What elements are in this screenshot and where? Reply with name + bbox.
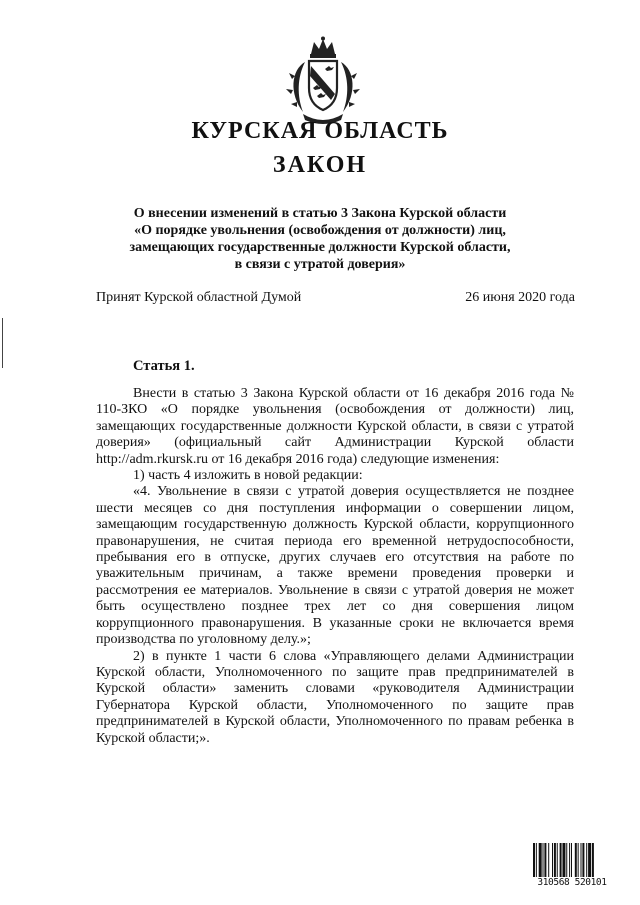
- barcode-bar: [548, 843, 549, 877]
- article-heading: Статья 1.: [133, 358, 195, 374]
- barcode-bar: [562, 843, 565, 877]
- adopted-by: Принят Курской областной Думой: [96, 290, 302, 305]
- barcode-bar: [571, 843, 572, 877]
- barcode-bar: [533, 843, 535, 877]
- barcode-bar: [557, 843, 558, 877]
- paragraph: «4. Увольнение в связи с утратой доверия осуществляется не позднее шести месяцев со дня поступления информации о совершении лицом, замещающим государственную должность Курской области, коррупционного правонарушения, не считая периода его временной нетрудоспособности, пребывания его в отпуске, других случаев его отсутствия на работе по уважительным причинам, а также времени проведения проверки и рассмотрения ее материалов. Увольнение в связи с утратой доверия не может быть осуществлено позднее трех лет со дня совершения лицом коррупционного правонарушения. В указанные сроки не включается время производства по уголовному делу.»;: [96, 484, 574, 648]
- barcode-bars: [533, 843, 611, 877]
- barcode-bar: [552, 843, 553, 877]
- barcode-bar: [543, 843, 544, 877]
- subject-line: замещающих государственные должности Курской области,: [129, 240, 511, 255]
- barcode-digits: 310568 520101: [537, 877, 607, 888]
- barcode-bar: [588, 843, 591, 877]
- barcode-bar: [539, 843, 542, 877]
- barcode-bar: [560, 843, 562, 877]
- subject-line: «О порядке увольнения (освобождения от должности) лиц,: [134, 223, 506, 238]
- scan-edge-mark: [2, 318, 3, 368]
- paragraph: Внести в статью 3 Закона Курской области от 16 декабря 2016 года № 110-ЗКО «О порядке увольнения (освобождения от должности) лиц, замещающих государственные должности Курской области, в связи с утратой доверия» (официальный сайт Администрации Курской области http://adm.rkursk.ru от 16 декабря 2016 года) следующие изменения:: [96, 386, 574, 467]
- adoption-date: 26 июня 2020 года: [465, 290, 575, 305]
- barcode: [533, 843, 611, 891]
- barcode-bar: [544, 843, 546, 877]
- barcode-bar: [581, 843, 582, 877]
- barcode-bar: [569, 843, 570, 877]
- document-type: ЗАКОН: [272, 152, 368, 178]
- subject-line: в связи с утратой доверия»: [234, 257, 406, 272]
- barcode-bar: [575, 843, 577, 877]
- kursk-coat-of-arms-icon: [281, 36, 365, 126]
- barcode-bar: [586, 843, 587, 877]
- barcode-bar: [554, 843, 556, 877]
- paragraph: 2) в пункте 1 части 6 слова «Управляющего делами Администрации Курской области, Уполномоченного по защите прав предпринимателей в Курской области» заменить словами «руководителя Администрации Губернатора Курской области, Уполномоченного по защите прав предпринимателей в Курской области, Уполномоченного по правам ребенка в Курской области;».: [96, 648, 574, 746]
- barcode-bar: [566, 843, 567, 877]
- region-title: КУРСКАЯ ОБЛАСТЬ: [191, 118, 449, 144]
- barcode-bar: [592, 843, 594, 877]
- barcode-bar: [536, 843, 537, 877]
- barcode-bar: [582, 843, 584, 877]
- paragraph: 1) часть 4 изложить в новой редакции:: [133, 468, 363, 484]
- article-body: [96, 386, 574, 747]
- subject-line: О внесении изменений в статью 3 Закона Курской области: [133, 206, 507, 221]
- barcode-bar: [578, 843, 579, 877]
- law-subject-title: [100, 205, 540, 273]
